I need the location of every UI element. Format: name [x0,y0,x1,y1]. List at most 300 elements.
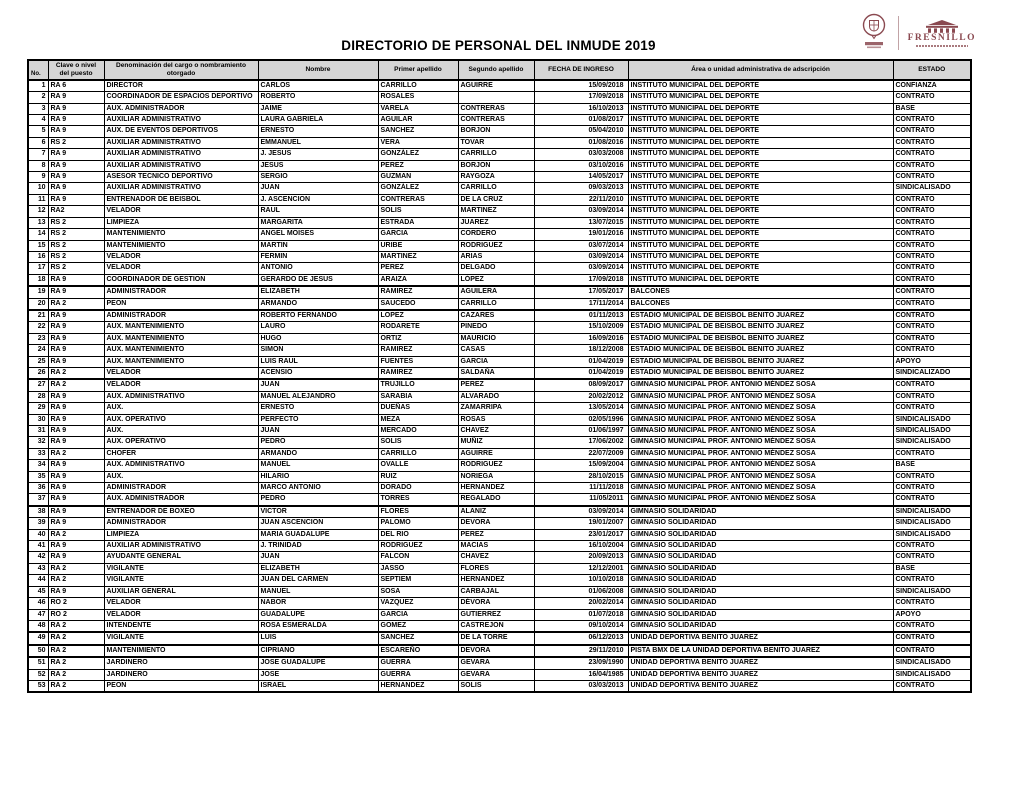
cell-cargo: DIRECTOR [104,80,258,92]
cell-nombre: JOSE GUADALUPE [258,657,378,669]
cell-no: 36 [28,483,48,494]
cell-clave: RA 9 [48,483,104,494]
cell-estado: CONTRATO [893,206,971,217]
table-row [28,206,971,217]
cell-nombre: CIPRIANO [258,645,378,657]
cell-clave: RA 9 [48,460,104,471]
cell-cargo: AUXILIAR ADMINISTRATIVO [104,183,258,194]
table-row [28,680,971,692]
cell-no: 30 [28,414,48,425]
cell-fecha_ingreso: 01/07/2018 [534,609,628,620]
cell-fecha_ingreso: 08/09/2017 [534,379,628,391]
cell-primer_apellido: GUERRA [378,669,458,680]
cell-cargo: COORDINADOR DE ESPACIOS DEPORTIVO [104,92,258,103]
cell-nombre: PEDRO [258,494,378,506]
cell-segundo_apellido: NORIEGA [458,471,534,482]
cell-fecha_ingreso: 03/03/2008 [534,149,628,160]
table-row [28,471,971,482]
cell-area: GIMNASIO MUNICIPAL PROF. ANTONIO MÉNDEZ SOSA [628,483,893,494]
cell-clave: RA 9 [48,92,104,103]
cell-estado: CONTRATO [893,217,971,228]
cell-no: 6 [28,137,48,148]
table-row [28,575,971,586]
cell-fecha_ingreso: 03/07/2014 [534,240,628,251]
cell-clave: RA 9 [48,115,104,126]
cell-fecha_ingreso: 03/10/2016 [534,160,628,171]
cell-cargo: JARDINERO [104,669,258,680]
cell-area: BALCONES [628,286,893,298]
cell-area: GIMNASIO MUNICIPAL PROF. ANTONIO MÉNDEZ SOSA [628,460,893,471]
cell-nombre: JUAN [258,183,378,194]
cell-segundo_apellido: SOLIS [458,680,534,692]
cell-clave: RA 9 [48,286,104,298]
cell-cargo: AUX. OPERATIVO [104,437,258,448]
cell-primer_apellido: CONTRERAS [378,194,458,205]
cell-cargo: VELADOR [104,609,258,620]
cell-estado: SINDICALISADO [893,506,971,518]
cell-estado: CONTRATO [893,541,971,552]
cell-area: INSTITUTO MUNICIPAL DEL DEPORTE [628,160,893,171]
cell-nombre: ARMANDO [258,448,378,459]
cell-clave: RS 2 [48,229,104,240]
cell-cargo: AUXILIAR ADMINISTRATIVO [104,541,258,552]
cell-estado: SINDICALIZADO [893,367,971,379]
table-row [28,541,971,552]
cell-fecha_ingreso: 16/04/1985 [534,669,628,680]
cell-estado: CONTRATO [893,391,971,402]
cell-nombre: SERGIO [258,172,378,183]
cell-nombre: JAIME [258,103,378,114]
cell-cargo: LIMPIEZA [104,529,258,540]
cell-fecha_ingreso: 13/05/2014 [534,403,628,414]
column-header-clave: Clave o nivel del puesto [48,60,104,80]
cell-estado: CONTRATO [893,240,971,251]
cell-clave: RA 9 [48,391,104,402]
cell-no: 16 [28,251,48,262]
cell-clave: RA 9 [48,126,104,137]
cell-estado: SINDICALISADO [893,426,971,437]
cell-area: UNIDAD DEPORTIVA BENITO JUAREZ [628,632,893,644]
cell-primer_apellido: DORADO [378,483,458,494]
cell-primer_apellido: GUZMAN [378,172,458,183]
cell-primer_apellido: HERNANDEZ [378,680,458,692]
cell-no: 25 [28,356,48,367]
cell-segundo_apellido: GEVARA [458,657,534,669]
cell-area: ESTADIO MUNICIPAL DE BEISBOL BENITO JUAREZ [628,310,893,322]
cell-primer_apellido: VERA [378,137,458,148]
table-row [28,137,971,148]
cell-cargo: AYUDANTE GENERAL [104,552,258,563]
cell-segundo_apellido: MACIAS [458,541,534,552]
cell-segundo_apellido: REGALADO [458,494,534,506]
cell-primer_apellido: PEREZ [378,263,458,274]
cell-nombre: HILARIO [258,471,378,482]
cell-estado: BASE [893,460,971,471]
cell-primer_apellido: GARCIA [378,229,458,240]
page-title: DIRECTORIO DE PERSONAL DEL INMUDE 2019 [341,38,656,53]
cell-no: 40 [28,529,48,540]
cell-primer_apellido: GARCIA [378,609,458,620]
cell-clave: RA 2 [48,680,104,692]
cell-primer_apellido: GONZÁLEZ [378,149,458,160]
cell-no: 38 [28,506,48,518]
cell-estado: CONTRATO [893,137,971,148]
cell-clave: RA 6 [48,80,104,92]
cell-primer_apellido: SOLIS [378,206,458,217]
cell-segundo_apellido: RAYGOZA [458,172,534,183]
cell-primer_apellido: FUENTES [378,356,458,367]
cell-area: UNIDAD DEPORTIVA BENITO JUAREZ [628,657,893,669]
cell-area: INSTITUTO MUNICIPAL DEL DEPORTE [628,115,893,126]
column-header-nombre: Nombre [258,60,378,80]
cell-estado: BASE [893,103,971,114]
cell-area: GIMNASIO MUNICIPAL PROF. ANTONIO MÉNDEZ SOSA [628,448,893,459]
column-header-no: No. [28,60,48,80]
cell-segundo_apellido: AGUIRRE [458,80,534,92]
cell-estado: CONTRATO [893,494,971,506]
cell-cargo: AUX. ADMINISTRATIVO [104,460,258,471]
cell-area: ESTADIO MUNICIPAL DE BEISBOL BENITO JUAREZ [628,333,893,344]
cell-fecha_ingreso: 02/05/1996 [534,414,628,425]
cell-cargo: AUXILIAR ADMINISTRATIVO [104,115,258,126]
cell-segundo_apellido: CHAVEZ [458,426,534,437]
cell-area: GIMNASIO MUNICIPAL PROF. ANTONIO MÉNDEZ SOSA [628,414,893,425]
cell-segundo_apellido: BORJON [458,126,534,137]
cell-clave: RA 9 [48,322,104,333]
cell-no: 27 [28,379,48,391]
cell-fecha_ingreso: 01/04/2019 [534,356,628,367]
cell-no: 9 [28,172,48,183]
cell-estado: BASE [893,563,971,574]
cell-no: 3 [28,103,48,114]
cell-clave: RA 9 [48,414,104,425]
cell-primer_apellido: SOLIS [378,437,458,448]
cell-fecha_ingreso: 19/01/2007 [534,518,628,529]
cell-estado: SINDICALISADO [893,657,971,669]
cell-area: GIMNASIO SOLIDARIDAD [628,575,893,586]
cell-segundo_apellido: AGUIRRE [458,448,534,459]
cell-clave: RO 2 [48,609,104,620]
cell-fecha_ingreso: 28/10/2015 [534,471,628,482]
cell-fecha_ingreso: 14/05/2017 [534,172,628,183]
cell-primer_apellido: MARTINEZ [378,251,458,262]
cell-area: PISTA BMX DE LA UNIDAD DEPORTIVA BENITO JUAREZ [628,645,893,657]
fresnillo-wordmark: FRESNILLO [907,32,976,43]
cell-nombre: LUIS RAUL [258,356,378,367]
cell-primer_apellido: RAMIREZ [378,367,458,379]
cell-area: ESTADIO MUNICIPAL DE BEISBOL BENITO JUAREZ [628,356,893,367]
cell-clave: RA 9 [48,356,104,367]
cell-fecha_ingreso: 29/11/2010 [534,645,628,657]
cell-primer_apellido: MEZA [378,414,458,425]
cell-nombre: J. TRINIDAD [258,541,378,552]
cell-clave: RA 9 [48,103,104,114]
cell-fecha_ingreso: 17/11/2014 [534,298,628,310]
cell-no: 19 [28,286,48,298]
cell-primer_apellido: PALOMO [378,518,458,529]
table-row [28,657,971,669]
cell-clave: RA 2 [48,669,104,680]
cell-estado: APOYO [893,356,971,367]
cell-segundo_apellido: CARRILLO [458,298,534,310]
cell-fecha_ingreso: 01/06/1997 [534,426,628,437]
cell-area: GIMNASIO MUNICIPAL PROF. ANTONIO MÉNDEZ SOSA [628,471,893,482]
cell-primer_apellido: RUIZ [378,471,458,482]
cell-nombre: MARGARITA [258,217,378,228]
cell-primer_apellido: VAZQUEZ [378,598,458,609]
cell-estado: CONTRATO [893,471,971,482]
cell-cargo: AUX. MANTENIMIENTO [104,333,258,344]
cell-estado: CONTRATO [893,251,971,262]
cell-nombre: CARLOS [258,80,378,92]
cell-fecha_ingreso: 23/01/2017 [534,529,628,540]
cell-segundo_apellido: ALANIZ [458,506,534,518]
cell-fecha_ingreso: 01/11/2013 [534,310,628,322]
cell-cargo: AUX. ADMINISTRADOR [104,103,258,114]
cell-no: 1 [28,80,48,92]
cell-cargo: ADMINISTRADOR [104,518,258,529]
cell-no: 17 [28,263,48,274]
column-header-estado: ESTADO [893,60,971,80]
cell-fecha_ingreso: 17/06/2002 [534,437,628,448]
table-row [28,274,971,286]
cell-estado: CONTRATO [893,680,971,692]
cell-no: 37 [28,494,48,506]
cell-clave: RA 9 [48,183,104,194]
cell-nombre: JUAN ASCENCION [258,518,378,529]
cell-segundo_apellido: ALVARADO [458,391,534,402]
cell-clave: RA 9 [48,494,104,506]
cell-estado: CONTRATO [893,172,971,183]
cell-estado: CONTRATO [893,160,971,171]
cell-nombre: ISRAEL [258,680,378,692]
cell-cargo: PEON [104,298,258,310]
cell-no: 4 [28,115,48,126]
cell-clave: RA 9 [48,345,104,356]
cell-primer_apellido: CARRILLO [378,448,458,459]
cell-nombre: ELIZABETH [258,286,378,298]
cell-cargo: AUX. MANTENIMIENTO [104,345,258,356]
cell-fecha_ingreso: 20/02/2014 [534,598,628,609]
cell-estado: CONTRATO [893,229,971,240]
cell-estado: CONTRATO [893,322,971,333]
cell-nombre: MARIA GUADALUPE [258,529,378,540]
cell-segundo_apellido: GUTIERREZ [458,609,534,620]
cell-primer_apellido: RODRIGUEZ [378,541,458,552]
table-row [28,172,971,183]
cell-area: INSTITUTO MUNICIPAL DEL DEPORTE [628,137,893,148]
table-row [28,194,971,205]
cell-clave: RS 2 [48,137,104,148]
cell-segundo_apellido: CONTRERAS [458,103,534,114]
cell-estado: CONTRATO [893,379,971,391]
cell-no: 10 [28,183,48,194]
cell-cargo: AUXILIAR ADMINISTRATIVO [104,160,258,171]
cell-segundo_apellido: FLORES [458,563,534,574]
cell-segundo_apellido: MUÑIZ [458,437,534,448]
cell-area: UNIDAD DEPORTIVA BENITO JUAREZ [628,680,893,692]
cell-cargo: CHOFER [104,448,258,459]
cell-clave: RA 9 [48,274,104,286]
cell-cargo: AUX. ADMINISTRADOR [104,494,258,506]
cell-clave: RA 9 [48,586,104,597]
cell-no: 51 [28,657,48,669]
cell-estado: CONTRATO [893,194,971,205]
cell-no: 28 [28,391,48,402]
cell-fecha_ingreso: 01/08/2016 [534,137,628,148]
cell-nombre: RAUL [258,206,378,217]
cell-area: INSTITUTO MUNICIPAL DEL DEPORTE [628,263,893,274]
table-row [28,483,971,494]
cell-cargo: MANTENIMIENTO [104,240,258,251]
table-row [28,322,971,333]
table-row [28,403,971,414]
table-row [28,251,971,262]
cell-clave: RA 9 [48,160,104,171]
cell-cargo: VIGILANTE [104,632,258,644]
cell-fecha_ingreso: 09/03/2013 [534,183,628,194]
cell-area: GIMNASIO MUNICIPAL PROF. ANTONIO MÉNDEZ SOSA [628,403,893,414]
table-row [28,126,971,137]
table-row [28,345,971,356]
cell-no: 43 [28,563,48,574]
cell-no: 31 [28,426,48,437]
cell-primer_apellido: PEREZ [378,160,458,171]
cell-cargo: MANTENIMIENTO [104,229,258,240]
cell-cargo: LIMPIEZA [104,217,258,228]
cell-nombre: HUGO [258,333,378,344]
cell-fecha_ingreso: 16/10/2013 [534,103,628,114]
cell-cargo: VIGILANTE [104,563,258,574]
cell-nombre: ANTONIO [258,263,378,274]
cell-estado: CONTRATO [893,448,971,459]
cell-estado: SINDICALISADO [893,183,971,194]
cell-nombre: MARCO ANTONIO [258,483,378,494]
cell-primer_apellido: RAMIREZ [378,286,458,298]
cell-no: 13 [28,217,48,228]
cell-fecha_ingreso: 15/09/2018 [534,80,628,92]
cell-primer_apellido: ROSALES [378,92,458,103]
cell-no: 42 [28,552,48,563]
cell-clave: RA 2 [48,575,104,586]
cell-segundo_apellido: ZAMARRIPA [458,403,534,414]
cell-area: INSTITUTO MUNICIPAL DEL DEPORTE [628,92,893,103]
cell-cargo: AUX. MANTENIMIENTO [104,322,258,333]
table-row [28,103,971,114]
cell-nombre: MARTIN [258,240,378,251]
cell-no: 21 [28,310,48,322]
cell-area: GIMNASIO MUNICIPAL PROF. ANTONIO MÉNDEZ SOSA [628,391,893,402]
cell-primer_apellido: JASSO [378,563,458,574]
table-row [28,632,971,644]
cell-fecha_ingreso: 13/07/2015 [534,217,628,228]
cell-no: 14 [28,229,48,240]
cell-fecha_ingreso: 05/04/2010 [534,126,628,137]
cell-area: GIMNASIO SOLIDARIDAD [628,563,893,574]
cell-clave: RA 9 [48,333,104,344]
table-row [28,426,971,437]
cell-estado: CONTRATO [893,598,971,609]
table-row [28,160,971,171]
cell-no: 22 [28,322,48,333]
cell-estado: CONTRATO [893,575,971,586]
table-row [28,183,971,194]
cell-estado: SINDICALISADO [893,518,971,529]
cell-area: INSTITUTO MUNICIPAL DEL DEPORTE [628,172,893,183]
cell-clave: RA 9 [48,437,104,448]
cell-no: 23 [28,333,48,344]
column-header-fecha_ingreso: FECHA DE INGRESO [534,60,628,80]
cell-cargo: COORDINADOR DE GESTION [104,274,258,286]
cell-fecha_ingreso: 01/08/2017 [534,115,628,126]
cell-segundo_apellido: RODRIGUEZ [458,460,534,471]
cell-nombre: LAURA GABRIELA [258,115,378,126]
cell-nombre: JOSE [258,669,378,680]
cell-nombre: ROSA ESMERALDA [258,620,378,632]
cell-segundo_apellido: CARRILLO [458,149,534,160]
table-row [28,92,971,103]
cell-cargo: AUX. MANTENIMIENTO [104,356,258,367]
cell-primer_apellido: RAMIREZ [378,345,458,356]
cell-clave: RA 2 [48,298,104,310]
cell-area: INSTITUTO MUNICIPAL DEL DEPORTE [628,240,893,251]
cell-fecha_ingreso: 01/06/2008 [534,586,628,597]
cell-area: GIMNASIO SOLIDARIDAD [628,541,893,552]
cell-estado: CONTRATO [893,286,971,298]
cell-primer_apellido: SARABIA [378,391,458,402]
cell-cargo: VELADOR [104,598,258,609]
cell-clave: RA 2 [48,632,104,644]
cell-segundo_apellido: CARBAJAL [458,586,534,597]
table-row [28,563,971,574]
cell-fecha_ingreso: 15/10/2009 [534,322,628,333]
cell-primer_apellido: TRUJILLO [378,379,458,391]
cell-segundo_apellido: CHAVEZ [458,552,534,563]
cell-no: 49 [28,632,48,644]
cell-clave: RA 9 [48,194,104,205]
cell-primer_apellido: SANCHEZ [378,126,458,137]
cell-primer_apellido: SEPTIEM [378,575,458,586]
table-row [28,229,971,240]
cell-primer_apellido: VARELA [378,103,458,114]
cell-area: ESTADIO MUNICIPAL DE BEISBOL BENITO JUAREZ [628,345,893,356]
cell-area: ESTADIO MUNICIPAL DE BEISBOL BENITO JUAREZ [628,367,893,379]
cell-area: GIMNASIO SOLIDARIDAD [628,552,893,563]
cell-segundo_apellido: LÓPEZ [458,274,534,286]
cell-area: INSTITUTO MUNICIPAL DEL DEPORTE [628,251,893,262]
cell-segundo_apellido: TOVAR [458,137,534,148]
cell-cargo: ADMINISTRADOR [104,310,258,322]
table-row [28,609,971,620]
table-row [28,586,971,597]
cell-nombre: GUADALUPE [258,609,378,620]
cell-segundo_apellido: ROSAS [458,414,534,425]
cell-segundo_apellido: RODRIGUEZ [458,240,534,251]
cell-primer_apellido: SAUCEDO [378,298,458,310]
cell-clave: RA 9 [48,471,104,482]
table-row [28,240,971,251]
cell-primer_apellido: SOSA [378,586,458,597]
table-row [28,333,971,344]
cell-nombre: ROBERTO FERNANDO [258,310,378,322]
cell-clave: RA 9 [48,552,104,563]
cell-estado: CONTRATO [893,645,971,657]
cell-fecha_ingreso: 11/05/2011 [534,494,628,506]
cell-clave: RA 2 [48,379,104,391]
cell-cargo: AUXILIAR GENERAL [104,586,258,597]
cell-primer_apellido: FLORES [378,506,458,518]
cell-segundo_apellido: AGUILERA [458,286,534,298]
